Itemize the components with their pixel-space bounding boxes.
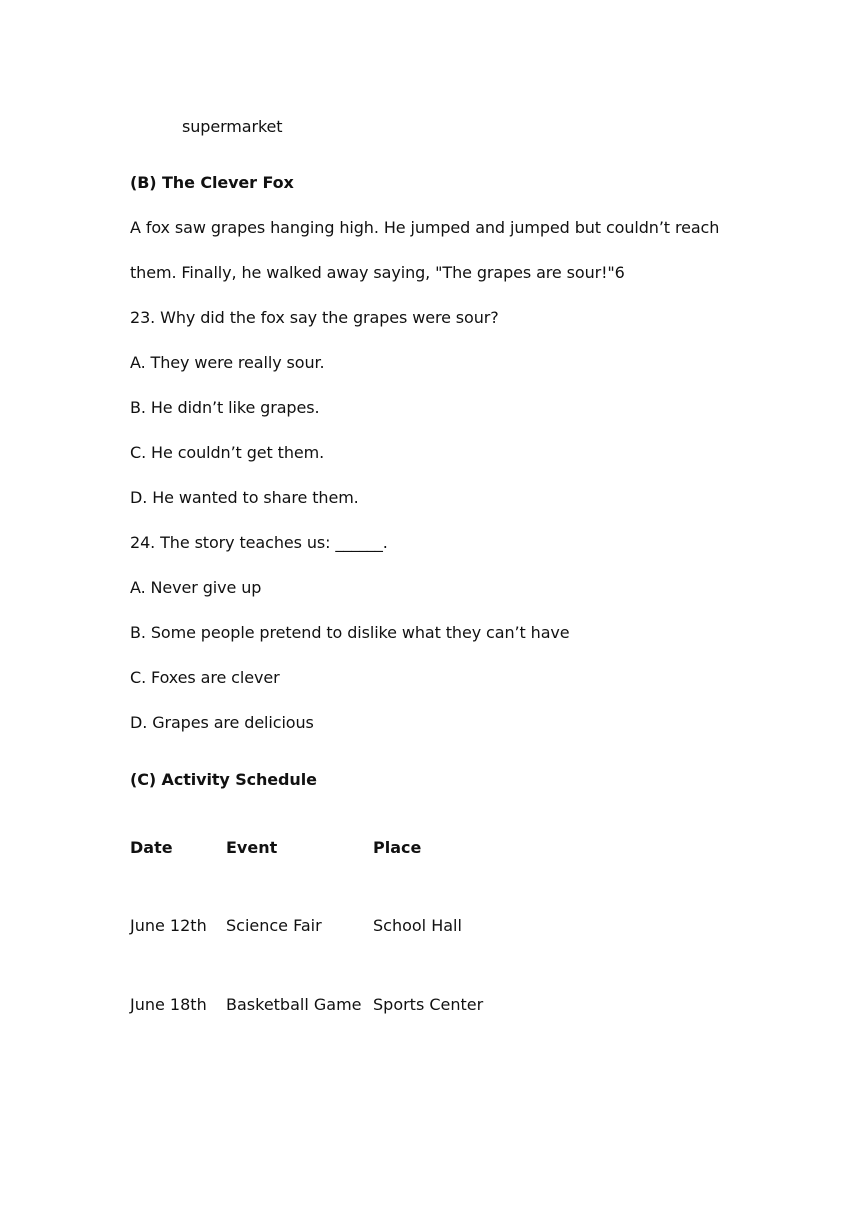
q24-option-b: B. Some people pretend to dislike what they can’t have: [130, 623, 570, 642]
section-b-heading: (B) The Clever Fox: [130, 173, 294, 192]
section-c-heading: (C) Activity Schedule: [130, 770, 317, 789]
question-24: 24. The story teaches us: ______.: [130, 533, 388, 552]
cell-event: Basketball Game: [226, 995, 362, 1014]
cell-date: June 12th: [130, 916, 207, 935]
passage-line-1: A fox saw grapes hanging high. He jumped and jumped but couldn’t reach: [130, 218, 720, 237]
q24-option-c: C. Foxes are clever: [130, 668, 280, 687]
q23-option-a: A. They were really sour.: [130, 353, 325, 372]
header-date: Date: [130, 838, 173, 857]
passage-line-2: them. Finally, he walked away saying, "The grapes are sour!"6: [130, 263, 625, 282]
q24-option-a: A. Never give up: [130, 578, 262, 597]
question-23: 23. Why did the fox say the grapes were sour?: [130, 308, 499, 327]
q23-option-d: D. He wanted to share them.: [130, 488, 359, 507]
cell-date: June 18th: [130, 995, 207, 1014]
cell-place: School Hall: [373, 916, 462, 935]
continuation-text: supermarket: [182, 117, 283, 136]
header-place: Place: [373, 838, 422, 857]
q24-option-d: D. Grapes are delicious: [130, 713, 314, 732]
header-event: Event: [226, 838, 278, 857]
cell-event: Science Fair: [226, 916, 322, 935]
q23-option-b: B. He didn’t like grapes.: [130, 398, 320, 417]
cell-place: Sports Center: [373, 995, 484, 1014]
q23-option-c: C. He couldn’t get them.: [130, 443, 325, 462]
